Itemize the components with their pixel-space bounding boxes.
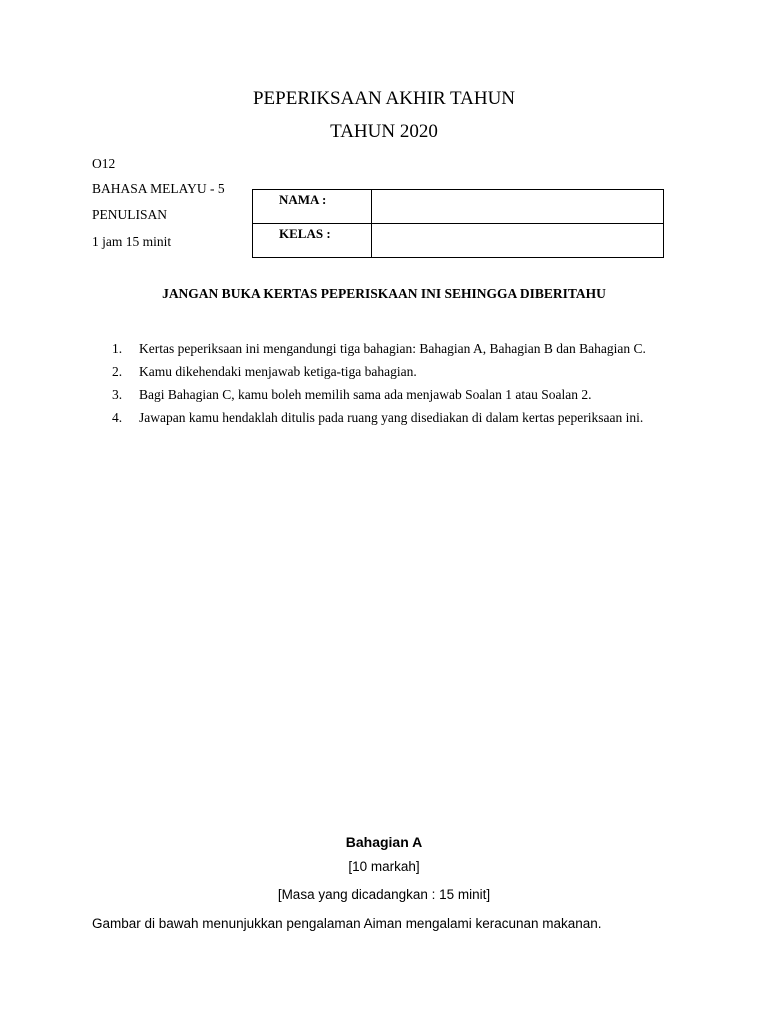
exam-year: TAHUN 2020 (330, 121, 438, 142)
student-identity-table (252, 189, 664, 258)
instruction-item (112, 384, 682, 406)
instruction-text: Bagi Bahagian C, kamu boleh memilih sama ada menjawab Soalan 1 atau Soalan 2. (139, 387, 592, 402)
section-a-marks: [10 markah] (348, 859, 420, 874)
instruction-number: 3. (112, 387, 123, 402)
instruction-text: Kertas peperiksaan ini mengandungi tiga bahagian: Bahagian A, Bahagian B dan Bahagian C. (139, 341, 646, 356)
instruction-text: Jawapan kamu hendaklah ditulis pada ruang yang disediakan di dalam kertas peperiksaan ini. (139, 410, 644, 425)
class-row (253, 224, 664, 258)
instruction-number: 1. (112, 341, 123, 356)
instruction-text: Kamu dikehendaki menjawab ketiga-tiga bahagian. (139, 364, 417, 379)
name-field[interactable] (372, 190, 664, 224)
instruction-number: 2. (112, 364, 123, 379)
section-a-description: Gambar di bawah menunjukkan pengalaman Aiman mengalami keracunan makanan. (92, 916, 602, 931)
instruction-item (112, 361, 682, 383)
instruction-number: 4. (112, 410, 123, 425)
class-label: KELAS : (253, 224, 372, 258)
subject-name: BAHASA MELAYU - 5 (92, 181, 225, 196)
exam-title: PEPERIKSAAN AKHIR TAHUN (252, 88, 516, 109)
paper-duration: 1 jam 15 minit (92, 234, 172, 249)
name-label: NAMA : (253, 190, 372, 224)
instructions-list (112, 338, 682, 430)
paper-type: PENULISAN (92, 207, 168, 222)
class-field[interactable] (372, 224, 664, 258)
section-a-title: Bahagian A (345, 834, 423, 850)
warning-notice: JANGAN BUKA KERTAS PEPERISKAAN INI SEHINGGA DIBERITAHU (162, 286, 606, 301)
instruction-item (112, 407, 682, 429)
paper-code: O12 (92, 156, 116, 171)
name-row (253, 190, 664, 224)
instruction-item (112, 338, 682, 360)
section-a-suggested-time: [Masa yang dicadangkan : 15 minit] (277, 887, 491, 902)
